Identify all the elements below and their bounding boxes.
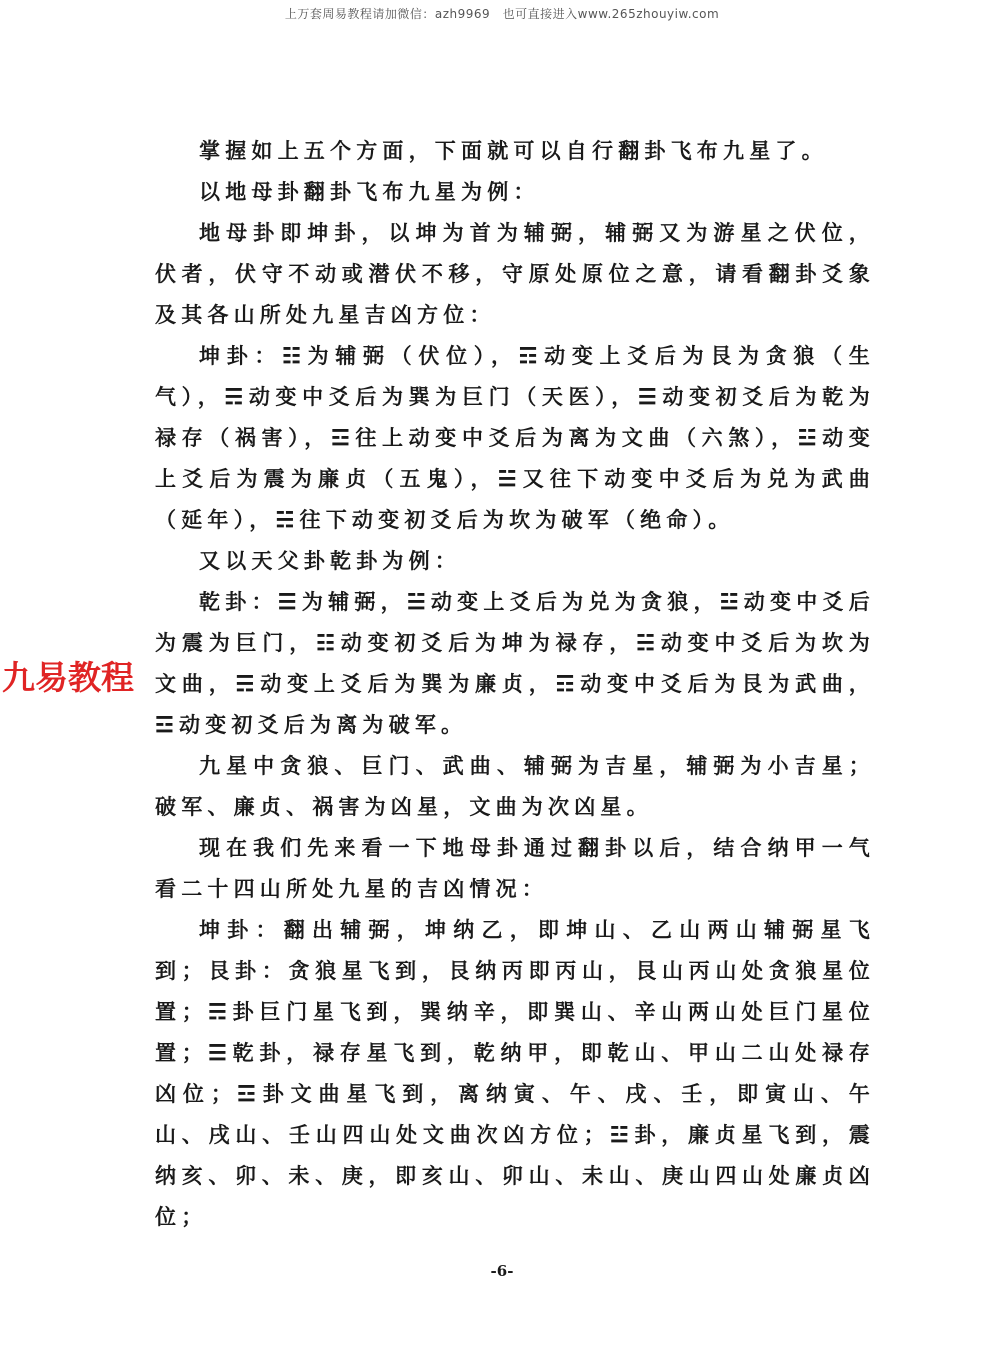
paragraph: 坤卦：☷为辅弼（伏位），☶动变上爻后为艮为贪狼（生气），☴动变中爻后为巽为巨门（天医），☰动变初爻后为乾为禄存（祸害），☲往上动变中爻后为离为文曲（六煞），☳动变上爻后为震为廉贞（五鬼），☱又往下动变中爻后为兑为武曲（延年），☵往下动变初爻后为坎为破军（绝命）。 (155, 343, 875, 532)
paragraph: 现在我们先来看一下地母卦通过翻卦以后，结合纳甲一气看二十四山所处九星的吉凶情况： (155, 835, 875, 901)
header-note: 上万套周易教程请加微信：azh9969 也可直接进入www.265zhouyiw.com (284, 7, 720, 21)
paragraph: 地母卦即坤卦，以坤为首为辅弼，辅弼又为游星之伏位，伏者，伏守不动或潜伏不移，守原处原位之意，请看翻卦爻象及其各山所处九星吉凶方位： (155, 220, 875, 327)
paragraph: 坤卦：翻出辅弼，坤纳乙，即坤山、乙山两山辅弼星飞到；艮卦：贪狼星飞到，艮纳丙即丙山，艮山丙山处贪狼星位置；☴卦巨门星飞到，巽纳辛，即巽山、辛山两山处巨门星位置；☰乾卦，禄存星飞到，乾纳甲，即乾山、甲山二山处禄存凶位；☲卦文曲星飞到，离纳寅、午、戌、壬，即寅山、午山、戌山、壬山四山处文曲次凶方位；☳卦，廉贞星飞到，震纳亥、卯、未、庚，即亥山、卯山、未山、庚山四山处廉贞凶位； (155, 917, 875, 1229)
paragraph: 又以天父卦乾卦为例： (199, 548, 461, 573)
page-body (155, 130, 875, 1237)
paragraph: 乾卦：☰为辅弼，☱动变上爻后为兑为贪狼，☳动变中爻后为震为巨门，☷动变初爻后为坤为禄存，☵动变中爻后为坎为文曲，☴动变上爻后为巽为廉贞，☶动变中爻后为艮为武曲，☲动变初爻后为离为破军。 (155, 589, 875, 737)
watermark-logo: 九易教程 (2, 658, 134, 697)
paragraph: 九星中贪狼、巨门、武曲、辅弼为吉星，辅弼为小吉星；破军、廉贞、祸害为凶星，文曲为次凶星。 (155, 753, 875, 819)
paragraph: 掌握如上五个方面，下面就可以自行翻卦飞布九星了。 (199, 138, 828, 163)
paragraph: 以地母卦翻卦飞布九星为例： (199, 179, 540, 204)
page-number: -6- (490, 1262, 514, 1280)
